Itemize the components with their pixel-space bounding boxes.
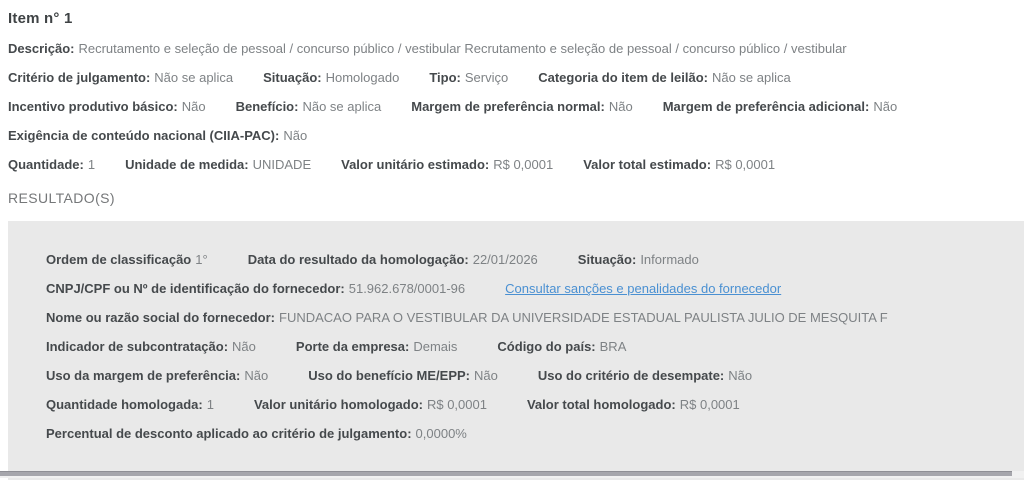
result-fields-section — [46, 252, 1004, 441]
field-row — [46, 252, 1004, 267]
field-label: Valor total estimado: — [583, 157, 712, 172]
field-label: Situação: — [263, 70, 322, 85]
field-beneficio — [236, 99, 382, 114]
field-value: R$ 0,0001 — [679, 397, 740, 412]
field-value: 51.962.678/0001-96 — [348, 281, 466, 296]
field-value: Não — [474, 368, 498, 383]
field-codigo-pais — [497, 339, 626, 354]
field-situacao — [263, 70, 399, 85]
field-ordem-classificacao — [46, 252, 208, 267]
field-unidade-medida — [125, 157, 311, 172]
horizontal-scrollbar-thumb[interactable] — [0, 471, 1012, 476]
field-value: FUNDACAO PARA O VESTIBULAR DA UNIVERSIDADE ESTADUAL PAULISTA JULIO DE MESQUITA F — [279, 310, 888, 325]
field-label: Categoria do item de leilão: — [538, 70, 708, 85]
item-title: Item n° 1 — [8, 10, 73, 27]
field-exigencia-conteudo-nacional — [8, 128, 307, 143]
field-indicador-subcontratacao — [46, 339, 256, 354]
field-label: Valor total homologado: — [526, 397, 676, 412]
field-row — [46, 310, 1004, 325]
field-label: Margem de preferência adicional: — [662, 99, 870, 114]
field-row — [46, 426, 1004, 441]
field-value: 0,0000% — [415, 426, 467, 441]
field-value: UNIDADE — [252, 157, 312, 172]
field-label: Quantidade homologada: — [46, 397, 203, 412]
consultar-sancoes-link — [505, 281, 781, 296]
consultar-sancoes-link[interactable]: Consultar sanções e penalidades do fornecedor — [505, 281, 782, 296]
field-valor-unitario-homologado — [254, 397, 487, 412]
field-label: Margem de preferência normal: — [411, 99, 605, 114]
results-panel — [8, 221, 1024, 480]
field-value: R$ 0,0001 — [426, 397, 487, 412]
field-uso-beneficio-me-epp — [308, 368, 498, 383]
field-label: Nome ou razão social do fornecedor: — [46, 310, 275, 325]
field-cnpj-fornecedor — [46, 281, 465, 296]
field-valor-unitario-estimado — [341, 157, 553, 172]
field-value: Não — [181, 99, 206, 114]
field-label: Descrição: — [8, 41, 75, 56]
field-row — [46, 368, 1004, 383]
field-value: R$ 0,0001 — [493, 157, 554, 172]
field-label: Data do resultado da homologação: — [247, 252, 469, 267]
field-row — [46, 281, 1004, 296]
field-value: Não se aplica — [154, 70, 234, 85]
field-label: Código do país: — [497, 339, 596, 354]
field-uso-criterio-desempate — [538, 368, 752, 383]
field-label: Valor unitário homologado: — [253, 397, 423, 412]
field-uso-margem-preferencia — [46, 368, 268, 383]
field-value: Não — [873, 99, 898, 114]
field-value: Não — [283, 128, 308, 143]
results-heading: RESULTADO(S) — [8, 190, 115, 206]
field-row — [8, 41, 1024, 56]
field-label: Incentivo produtivo básico: — [8, 99, 178, 114]
field-tipo — [429, 70, 508, 85]
field-data-resultado-homologacao — [248, 252, 538, 267]
field-row — [46, 397, 1004, 412]
field-incentivo-produtivo — [8, 99, 206, 114]
field-label: Ordem de classificação — [46, 252, 192, 267]
horizontal-scrollbar-track[interactable] — [0, 471, 1024, 478]
field-label: Situação: — [577, 252, 637, 267]
field-value: 1 — [87, 157, 96, 172]
field-label: CNPJ/CPF ou Nº de identificação do fornecedor: — [46, 281, 345, 296]
field-label: Critério de julgamento: — [8, 70, 151, 85]
field-value: Não — [232, 339, 256, 354]
field-row — [8, 128, 1024, 143]
field-margem-preferencia-adicional — [663, 99, 897, 114]
field-value: Informado — [640, 252, 699, 267]
field-value: Não se aplica — [711, 70, 791, 85]
field-valor-total-homologado — [527, 397, 740, 412]
field-label: Uso da margem de preferência: — [46, 368, 241, 383]
field-value: Serviço — [464, 70, 509, 85]
field-row — [46, 339, 1004, 354]
field-value: 1 — [206, 397, 214, 412]
field-label: Percentual de desconto aplicado ao critério de julgamento: — [46, 426, 412, 441]
field-label: Valor unitário estimado: — [341, 157, 490, 172]
field-quantidade — [8, 157, 95, 172]
field-descricao — [8, 41, 847, 56]
field-row — [8, 157, 1024, 172]
field-label: Tipo: — [429, 70, 461, 85]
field-value: 1° — [195, 252, 208, 267]
item-fields-section — [8, 41, 1024, 172]
field-label: Indicador de subcontratação: — [46, 339, 229, 354]
field-quantidade-homologada — [46, 397, 214, 412]
field-valor-total-estimado — [583, 157, 775, 172]
field-value: R$ 0,0001 — [715, 157, 776, 172]
field-row — [8, 70, 1024, 85]
field-label: Benefício: — [235, 99, 299, 114]
field-label: Porte da empresa: — [295, 339, 410, 354]
field-value: BRA — [599, 339, 627, 354]
field-value: Homologado — [325, 70, 400, 85]
field-value: Não — [244, 368, 269, 383]
field-porte-empresa — [296, 339, 458, 354]
field-categoria-item-leilao — [538, 70, 791, 85]
field-value: Demais — [413, 339, 458, 354]
field-margem-preferencia-normal — [411, 99, 632, 114]
field-situacao-resultado — [578, 252, 699, 267]
field-value: Não — [728, 368, 753, 383]
field-value: Não se aplica — [302, 99, 382, 114]
field-row — [8, 99, 1024, 114]
field-label: Uso do critério de desempate: — [537, 368, 725, 383]
field-label: Uso do benefício ME/EPP: — [308, 368, 471, 383]
field-value: Não — [608, 99, 633, 114]
field-label: Quantidade: — [8, 157, 84, 172]
field-value: 22/01/2026 — [472, 252, 538, 267]
field-percentual-desconto — [46, 426, 467, 441]
field-label: Exigência de conteúdo nacional (CIIA-PAC): — [8, 128, 280, 143]
field-label: Unidade de medida: — [125, 157, 249, 172]
field-criterio-julgamento — [8, 70, 233, 85]
field-nome-razao-social — [46, 310, 888, 325]
field-value: Recrutamento e seleção de pessoal / concurso público / vestibular Recrutamento e seleção de pessoal / concurso público / vestibular — [78, 41, 847, 56]
